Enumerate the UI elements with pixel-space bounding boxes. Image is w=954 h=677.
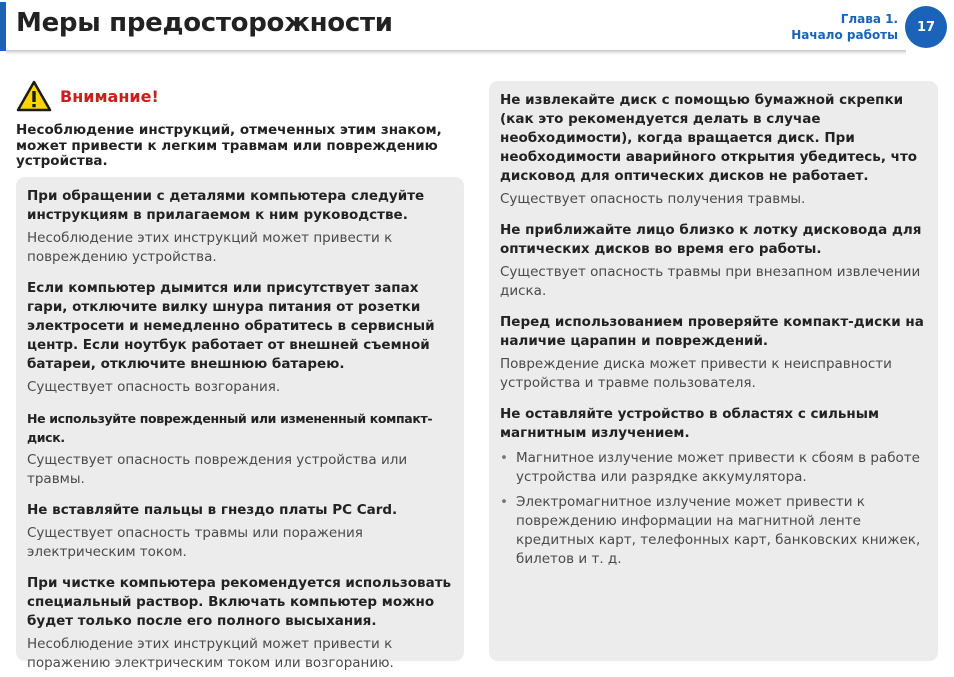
precaution-item: [500, 313, 926, 393]
page-number-badge: 17: [905, 6, 947, 48]
precaution-heading: При чистке компьютера рекомендуется использовать специальный раствор. Включать компьютер можно будет только после его полного высыхания.: [27, 575, 452, 629]
precaution-heading: Не приближайте лицо близко к лотку дисковода для оптических дисков во время его работы.: [500, 222, 922, 257]
bullet-list: [500, 449, 926, 569]
warning-triangle-icon: [16, 80, 52, 112]
precaution-heading: Не оставляйте устройство в областях с сильным магнитным излучением.: [500, 406, 879, 441]
header-divider: [6, 50, 906, 55]
precaution-item: [27, 187, 452, 267]
precaution-heading: Не вставляйте пальцы в гнездо платы PC Card.: [27, 502, 398, 518]
precaution-item: [27, 574, 452, 673]
precaution-item: [27, 279, 452, 397]
precaution-item: [500, 91, 926, 209]
precaution-heading: При обращении с деталями компьютера следуйте инструкциям в прилагаемом к ним руководстве.: [27, 188, 425, 223]
warning-title: Внимание!: [60, 86, 159, 106]
precaution-item: [27, 409, 452, 489]
warning-intro: Несоблюдение инструкций, отмеченных этим знаком, может привести к легким травмам или повреждению устройства.: [16, 122, 442, 169]
precaution-heading: Не используйте поврежденный или измененный компакт-диск.: [27, 411, 433, 445]
precaution-item: [27, 501, 452, 562]
right-precautions-panel: [489, 81, 938, 661]
precaution-body: Несоблюдение этих инструкций может привести к поражению электрическим током или возгоранию.: [27, 636, 394, 671]
chapter-label[interactable]: [791, 11, 898, 43]
precaution-heading: Если компьютер дымится или присутствует запах гари, отключите вилку шнура питания от розетки электросети и немедленно обратитесь в сервисный центр. Если ноутбук работает от внешней съемной батареи, отключите внешнюю батарею.: [27, 280, 435, 372]
chapter-number: Глава 1.: [840, 12, 898, 26]
warning-header: [16, 80, 159, 112]
precaution-heading: Перед использованием проверяйте компакт-диски на наличие царапин и повреждений.: [500, 314, 924, 349]
precaution-body: Существует опасность повреждения устройства или травмы.: [27, 452, 408, 487]
left-precautions-panel: [16, 177, 464, 671]
precaution-heading: Не извлекайте диск с помощью бумажной скрепки (как это рекомендуется делать в случае необходимости), когда вращается диск. При необходимости аварийного открытия убедитесь, что дисковод для оптических дисков не работает.: [500, 92, 918, 184]
bullet-item: • Электромагнитное излучение может привести к повреждению информации на магнитной ленте кредитных карт, телефонных карт, банковских книжек, билетов и т. д.: [500, 493, 926, 569]
header-accent-bar: [0, 2, 6, 51]
precaution-body: Несоблюдение этих инструкций может привести к повреждению устройства.: [27, 230, 393, 265]
precaution-body: Существует опасность травмы при внезапном извлечении диска.: [500, 264, 921, 299]
precaution-body: Существует опасность травмы или поражения электрическим током.: [27, 525, 363, 560]
precaution-item: [500, 405, 926, 569]
precaution-body: Существует опасность получения травмы.: [500, 191, 806, 207]
precaution-body: Существует опасность возгорания.: [27, 379, 281, 395]
precaution-item: [500, 221, 926, 301]
precaution-body: Повреждение диска может привести к неисправности устройства и травме пользователя.: [500, 356, 892, 391]
page-title: Меры предосторожности: [16, 8, 393, 38]
chapter-title: Начало работы: [791, 28, 898, 42]
bullet-item: • Магнитное излучение может привести к сбоям в работе устройства или разрядке аккумулятора.: [500, 449, 926, 487]
